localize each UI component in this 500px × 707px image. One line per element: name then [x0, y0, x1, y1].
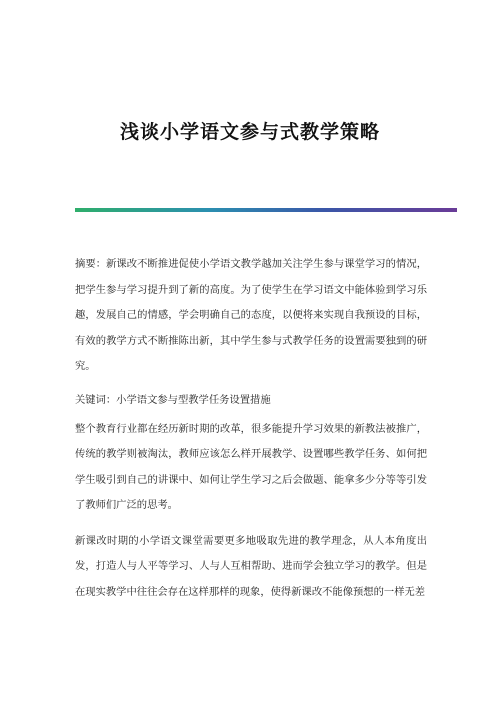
abstract-paragraph: 摘要：新课改不断推进促使小学语文教学越加关注学生参与课堂学习的情况，把学生参与学习提升到了新的高度。为了使学生在学习语文中能体验到学习乐趣，发展自己的情感，学会明确自己的态度，以便将来实现自我预设的目标，有效的教学方式不断推陈出新，其中学生参与式教学任务的设置需要独到的研究。: [75, 258, 427, 372]
document-body: [75, 252, 427, 615]
body-paragraph: 整个教育行业都在经历新时期的改革，很多能提升学习效果的新教法被推广，传统的教学则被淘汰，教师应该怎么样开展教学、设置哪些教学任务、如何把学生吸引到自己的讲课中、如何让学生学习之后会做题、能拿多少分等等引发了教师们广泛的思考。: [75, 422, 427, 511]
body-paragraph: 新课改时期的小学语文课堂需要更多地吸取先进的教学理念，从人本角度出发，打造人与人平等学习、人与人互相帮助、进而学会独立学习的教学。但是在现实教学中往往会存在这样那样的现象，使得新课改不能像预想的一样无差: [75, 534, 427, 598]
title-divider: [75, 208, 457, 212]
keywords-line: 关键词：小学语文参与型教学任务设置措施: [75, 393, 271, 406]
document-title: 浅谈小学语文参与式教学策略: [119, 121, 380, 143]
